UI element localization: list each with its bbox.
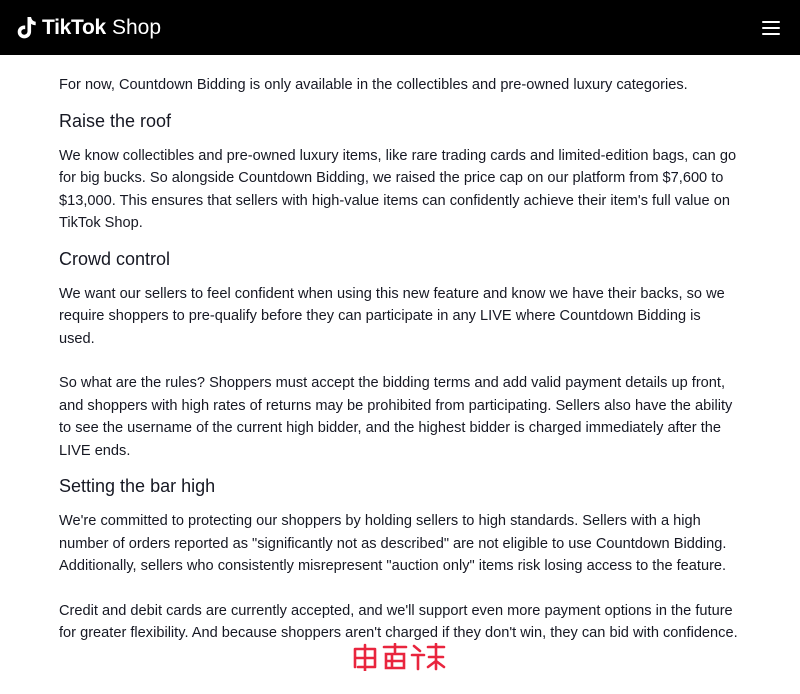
section-paragraph: Credit and debit cards are currently accepted, and we'll support even more payment options in the future for greater flexibility. And because shoppers aren't charged if they don't win, they can bid with confidence. — [59, 602, 738, 641]
section-heading-crowd-control: Crowd control — [59, 248, 171, 269]
section-heading-setting-the-bar-high: Setting the bar high — [59, 476, 216, 496]
section-paragraph: We're committed to protecting our shoppers by holding sellers to high standards. Sellers with a high number of orders reported as "significantly not as described" are not eligible to use Countdown Bidding. Additionally, sellers who consistently misrepresent "auction only" items risk losing access to the feature. — [59, 513, 727, 574]
intro-paragraph: For now, Countdown Bidding is only available in the collectibles and pre-owned luxury categories. — [59, 77, 688, 93]
section-paragraph: We want our sellers to feel confident when using this new feature and know we have their backs, so we require shoppers to pre-qualify before they can participate in any LIVE where Countdown Bidding is used. — [59, 285, 725, 347]
brand-logo[interactable] — [16, 16, 161, 40]
section-paragraph: So what are the rules? Shoppers must accept the bidding terms and add valid payment details up front, and shoppers with high rates of returns may be prohibited from participating. Sellers also have the ability to see the username of the current high bidder, and the highest bidder is charged immediately after the LIVE ends. — [59, 375, 733, 459]
menu-line — [762, 33, 780, 35]
brand-name: TikTok — [42, 15, 106, 39]
brand-suffix: Shop — [111, 15, 161, 39]
section-paragraph: We know collectibles and pre-owned luxury items, like rare trading cards and limited-edition bags, can go for big bucks. So alongside Countdown Bidding, we raised the price cap on our platform from $7,600 to $13,000. This ensures that sellers with high-value items can confidently achieve their item's full value on TikTok Shop. — [59, 147, 737, 231]
top-navigation-bar — [0, 0, 800, 55]
menu-line — [762, 27, 780, 29]
red-stamp-watermark-icon — [352, 643, 448, 671]
menu-line — [762, 21, 780, 23]
article-body — [59, 74, 739, 645]
section-heading-raise-the-roof: Raise the roof — [59, 110, 172, 131]
tiktok-note-icon — [16, 16, 38, 40]
hamburger-menu-icon[interactable] — [762, 21, 780, 35]
